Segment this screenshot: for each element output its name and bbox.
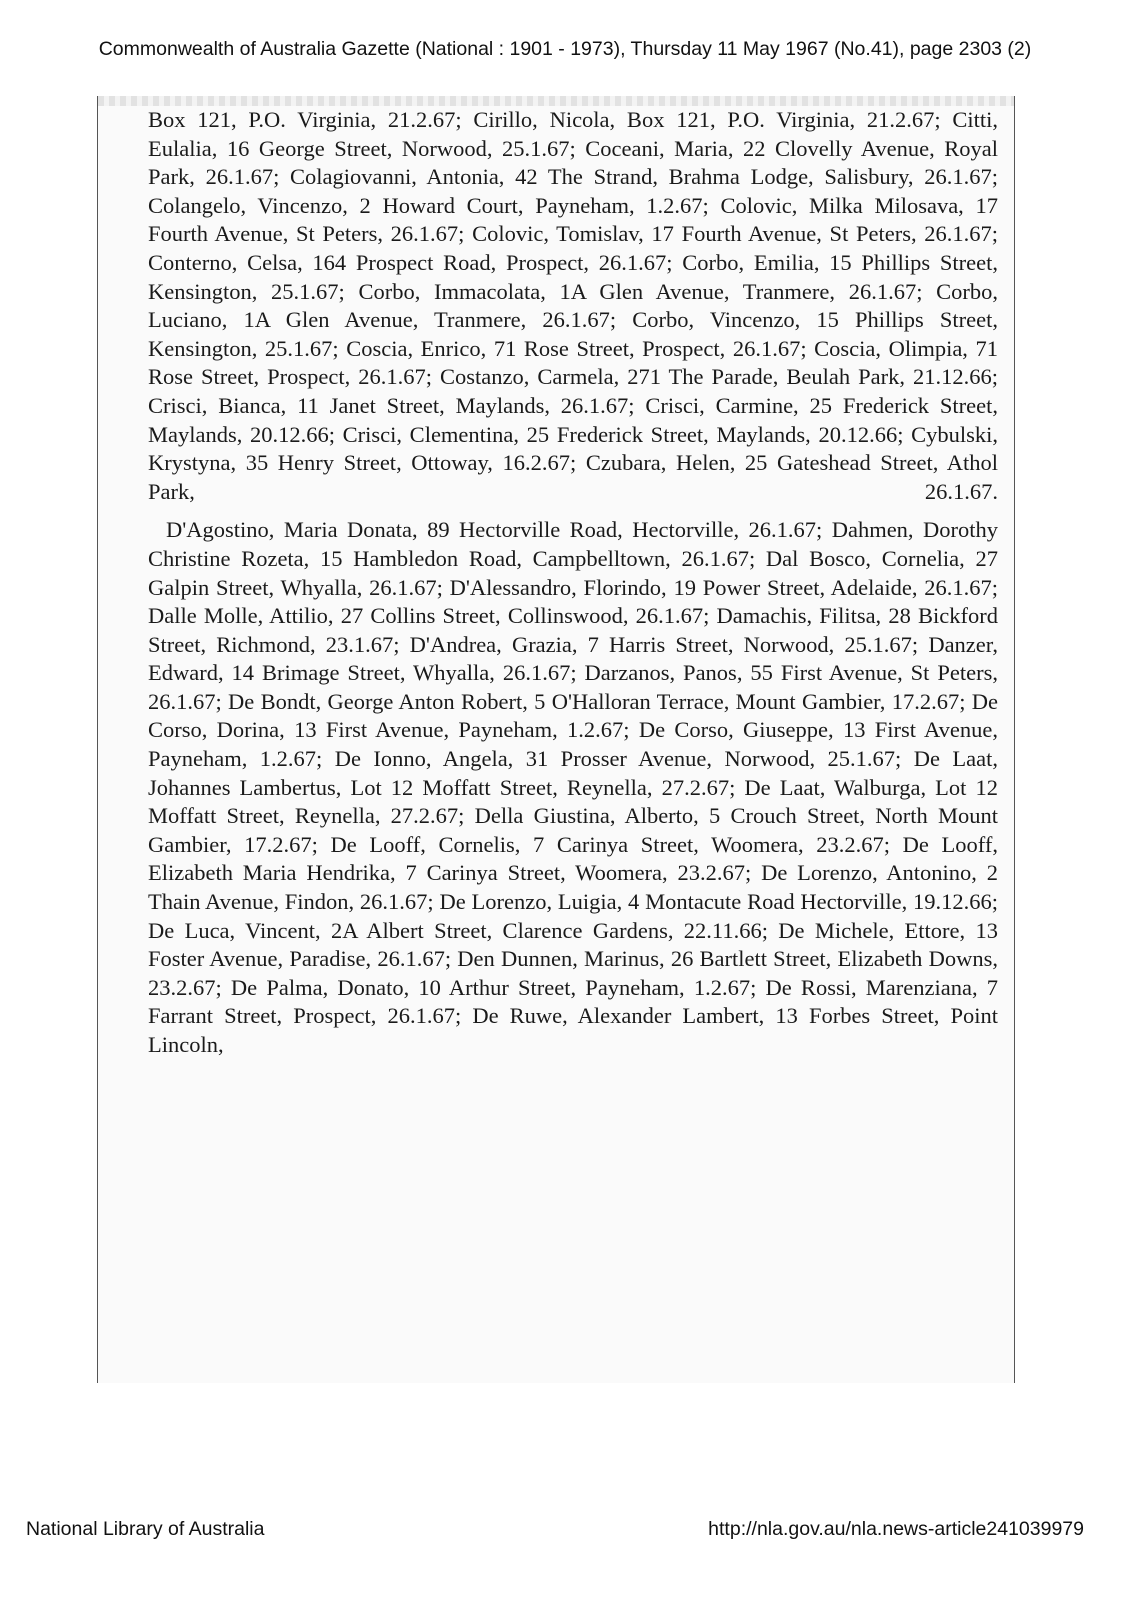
library-name-footer: National Library of Australia: [26, 1518, 265, 1540]
scan-cut-edge: [98, 96, 1014, 106]
article-paragraph-c-names: Box 121, P.O. Virginia, 21.2.67; Cirillo, Nicola, Box 121, P.O. Virginia, 21.2.67; Citti, Eulalia, 16 George Street, Norwood, 25.1.67; Coceani, Maria, 22 Clovelly Avenue, Royal Park, 26.1.67; Colagiovanni, Antonia, 42 The Strand, Brahma Lodge, Salisbury, 26.1.67; Colangelo, Vincenzo, 2 Howard Court, Payneham, 1.2.67; Colovic, Milka Milosava, 17 Fourth Avenue, St Peters, 26.1.67; Colovic, Tomislav, 17 Fourth Avenue, St Peters, 26.1.67; Conterno, Celsa, 164 Prospect Road, Prospect, 26.1.67; Corbo, Emilia, 15 Phillips Street, Kensington, 25.1.67; Corbo, Immacolata, 1A Glen Avenue, Tranmere, 26.1.67; Corbo, Luciano, 1A Glen Avenue, Tranmere, 26.1.67; Corbo, Vincenzo, 15 Phillips Street, Kensington, 25.1.67; Coscia, Enrico, 71 Rose Street, Prospect, 26.1.67; Coscia, Olimpia, 71 Rose Street, Prospect, 26.1.67; Costanzo, Carmela, 271 The Parade, Beulah Park, 21.12.66; Crisci, Bianca, 11 Janet Street, Maylands, 26.1.67; Crisci, Carmine, 25 Frederick Street, Maylands, 20.12.66; Crisci, Clementina, 25 Frederick Street, Maylands, 20.12.66; Cybulski, Krystyna, 35 Henry Street, Ottoway, 16.2.67; Czubara, Helen, 25 Gateshead Street, Athol Park, 26.1.67.: [148, 107, 998, 504]
gazette-citation-header: Commonwealth of Australia Gazette (National : 1901 - 1973), Thursday 11 May 1967 (No.41), page 2303 (2): [98, 38, 1032, 60]
article-body: [148, 106, 998, 1060]
article-paragraph-d-names: D'Agostino, Maria Donata, 89 Hectorville Road, Hectorville, 26.1.67; Dahmen, Dorothy Christine Rozeta, 15 Hambledon Road, Campbelltown, 26.1.67; Dal Bosco, Cornelia, 27 Galpin Street, Whyalla, 26.1.67; D'Alessandro, Florindo, 19 Power Street, Adelaide, 26.1.67; Dalle Molle, Attilio, 27 Collins Street, Collinswood, 26.1.67; Damachis, Filitsa, 28 Bickford Street, Richmond, 23.1.67; D'Andrea, Grazia, 7 Harris Street, Norwood, 25.1.67; Danzer, Edward, 14 Brimage Street, Whyalla, 26.1.67; Darzanos, Panos, 55 First Avenue, St Peters, 26.1.67; De Bondt, George Anton Robert, 5 O'Halloran Terrace, Mount Gambier, 17.2.67; De Corso, Dorina, 13 First Avenue, Payneham, 1.2.67; De Corso, Giuseppe, 13 First Avenue, Payneham, 1.2.67; De Ionno, Angela, 31 Prosser Avenue, Norwood, 25.1.67; De Laat, Johannes Lambertus, Lot 12 Moffatt Street, Reynella, 27.2.67; De Laat, Walburga, Lot 12 Moffatt Street, Reynella, 27.2.67; Della Giustina, Alberto, 5 Crouch Street, North Mount Gambier, 17.2.67; De Looff, Cornelis, 7 Carinya Street, Woomera, 23.2.67; De Looff, Elizabeth Maria Hendrika, 7 Carinya Street, Woomera, 23.2.67; De Lorenzo, Antonino, 2 Thain Avenue, Findon, 26.1.67; De Lorenzo, Luigia, 4 Montacute Road Hectorville, 19.12.66; De Luca, Vincent, 2A Albert Street, Clarence Gardens, 22.11.66; De Michele, Ettore, 13 Foster Avenue, Paradise, 26.1.67; Den Dunnen, Marinus, 26 Bartlett Street, Elizabeth Downs, 23.2.67; De Palma, Donato, 10 Arthur Street, Payneham, 1.2.67; De Rossi, Marenziana, 7 Farrant Street, Prospect, 26.1.67; De Ruwe, Alexander Lambert, 13 Forbes Street, Point Lincoln,: [148, 517, 998, 1057]
article-url-footer[interactable]: http://nla.gov.au/nla.news-article241039979: [708, 1518, 1084, 1540]
scanned-article-image: [97, 96, 1015, 1383]
